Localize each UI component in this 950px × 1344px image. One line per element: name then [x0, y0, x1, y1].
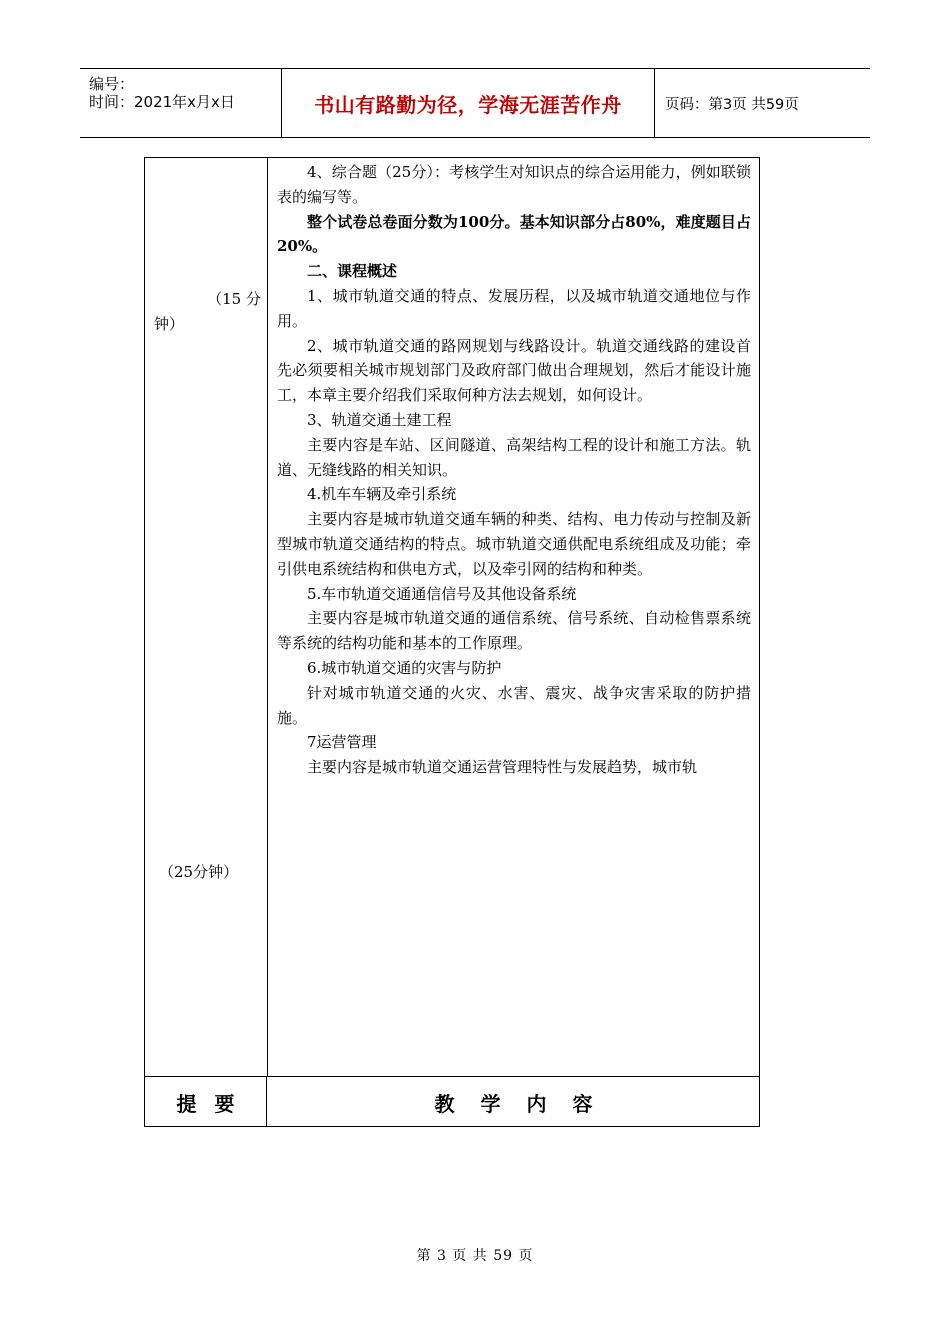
number-label: 编号： — [89, 75, 135, 93]
time-note-15-line1: （15 分 — [207, 290, 261, 308]
summary-header: 提要 — [145, 1077, 267, 1127]
header-meta — [80, 69, 281, 137]
paragraph: 针对城市轨道交通的火灾、水害、震灾、战争灾害采取的防护措施。 — [277, 683, 751, 727]
header-page-info: 页码：第3页 共59页 — [665, 96, 799, 113]
lesson-table — [144, 157, 760, 1127]
paragraph: 4、综合题（25分）：考核学生对知识点的综合运用能力，例如联锁表的编写等。 — [277, 163, 751, 206]
document-header — [80, 68, 870, 138]
paragraph: 1、城市轨道交通的特点、发展历程，以及城市轨道交通地位与作用。 — [277, 286, 751, 330]
paragraph: 主要内容是城市轨道交通车辆的种类、结构、电力传动与控制及新型城市轨道交通结构的特点。城市轨道交通供配电系统组成及功能；牵引供电系统结构和供电方式，以及牵引网的结构和种类。 — [277, 510, 751, 578]
paragraph: 5.车市轨道交通通信信号及其他设备系统 — [307, 584, 577, 603]
paragraph: 7运营管理 — [307, 733, 377, 752]
page-number-footer: 第 3 页 共 59 页 — [416, 1248, 534, 1264]
paragraph: 2、城市轨道交通的路网规划与线路设计。轨道交通线路的建设首先必须要相关城市规划部门及政府部门做出合理规划，然后才能设计施工，本章主要介绍我们采取何种方法去规划，如何设计。 — [277, 336, 751, 405]
time-note-15-line2: 钟） — [154, 315, 185, 333]
teaching-content — [277, 160, 751, 780]
content-column — [268, 158, 759, 1076]
paragraph-bold: 整个试卷总卷面分数为100分。基本知识部分占80%，难度题目占20%。 — [277, 212, 751, 256]
paragraph: 3、轨道交通土建工程 — [307, 410, 452, 429]
paragraph: 主要内容是城市轨道交通运营管理特性与发展趋势，城市轨 — [307, 758, 698, 777]
content-header: 教学内容 — [434, 1091, 619, 1116]
header-motto: 书山有路勤为径，学海无涯苦作舟 — [281, 69, 655, 137]
table-footer-row — [145, 1076, 759, 1127]
time-note-25: （25分钟） — [159, 863, 239, 881]
summary-column — [145, 158, 268, 1076]
paragraph: 主要内容是车站、区间隧道、高架结构工程的设计和施工方法。轨道、无缝线路的相关知识。 — [277, 435, 751, 479]
paragraph: 4.机车车辆及牵引系统 — [307, 485, 457, 504]
time-label: 时间：2021年x月x日 — [89, 93, 235, 111]
section-heading: 二、课程概述 — [307, 262, 398, 281]
paragraph: 6.城市轨道交通的灾害与防护 — [307, 658, 502, 677]
paragraph: 主要内容是城市轨道交通的通信系统、信号系统、自动检售票系统等系统的结构功能和基本的工作原理。 — [277, 609, 751, 653]
